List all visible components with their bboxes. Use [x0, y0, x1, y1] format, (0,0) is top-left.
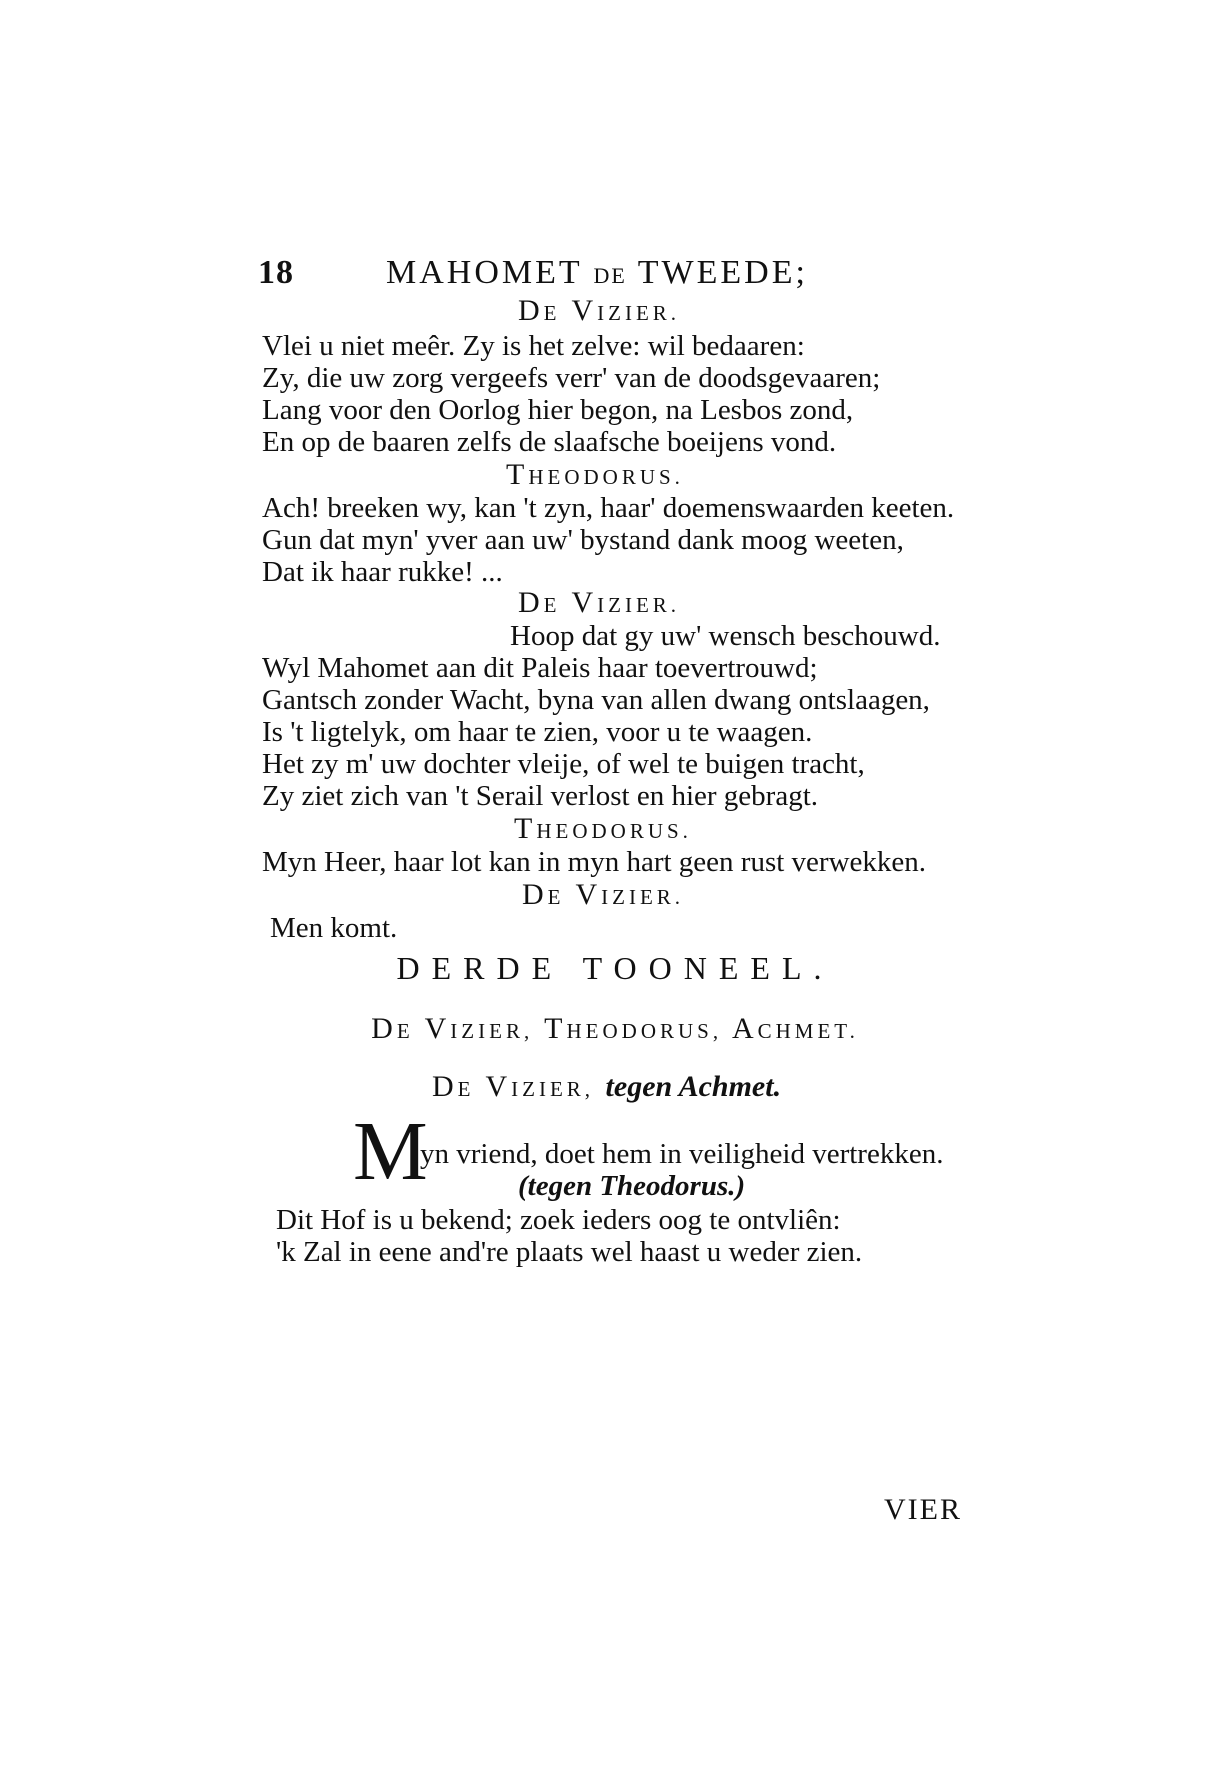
speaker-heading	[518, 586, 680, 620]
verse-line: Gantsch zonder Wacht, byna van allen dwang ontslaagen,	[262, 684, 930, 716]
speaker-smallcaps: E	[457, 1077, 475, 1101]
running-title-part: TWEEDE;	[637, 254, 808, 291]
speaker-smallcaps: HEODORUS.	[528, 465, 684, 489]
speaker-smallcaps: IZIER,	[511, 1077, 595, 1101]
speaker-initial: D	[518, 294, 544, 327]
scene-title: DERDE TOONEEL.	[396, 950, 834, 986]
cast-smallcaps: HEODORUS,	[566, 1019, 723, 1043]
cast-initial: T	[544, 1012, 567, 1045]
verse-line: En op de baaren zelfs de slaafsche boeijens vond.	[262, 426, 837, 458]
verse-line: yn vriend, doet hem in veiligheid vertrekken.	[420, 1138, 944, 1170]
stage-direction: (tegen Theodorus.)	[518, 1170, 746, 1202]
cast-smallcaps: E	[396, 1019, 414, 1043]
verse-line: Zy, die uw zorg vergeefs verr' van de doodsgevaaren;	[262, 362, 881, 394]
speaker-heading	[514, 812, 692, 846]
running-title	[386, 254, 808, 292]
speaker-initial: V	[485, 1070, 512, 1103]
verse-line: Lang voor den Oorlog hier begon, na Lesbos zond,	[262, 394, 854, 426]
page-number: 18	[258, 254, 294, 291]
cast-initial: D	[371, 1012, 397, 1045]
cast-smallcaps: CHMET.	[757, 1019, 859, 1043]
verse-line: Wyl Mahomet aan dit Paleis haar toevertrouwd;	[262, 652, 818, 684]
speaker-smallcaps: IZIER.	[601, 885, 685, 909]
speaker-initial: T	[514, 812, 537, 845]
speaker-smallcaps: IZIER.	[597, 301, 681, 325]
catchword: VIER	[884, 1493, 962, 1526]
verse-line: Ach! breeken wy, kan 't zyn, haar' doemenswaarden keeten.	[262, 492, 955, 524]
verse-line: Myn Heer, haar lot kan in myn hart geen rust verwekken.	[262, 846, 927, 878]
cast-smallcaps: IZIER,	[450, 1019, 534, 1043]
speaker-initial: T	[506, 458, 529, 491]
verse-line: Men komt.	[270, 912, 398, 944]
verse-line: Hoop dat gy uw' wensch beschouwd.	[510, 620, 941, 652]
stage-direction: tegen Achmet.	[605, 1070, 782, 1103]
speaker-heading	[432, 1070, 781, 1104]
speaker-smallcaps: HEODORUS.	[536, 819, 692, 843]
running-title-part: MAHOMET	[386, 254, 583, 291]
verse-line: Vlei u niet meêr. Zy is het zelve: wil bedaaren:	[262, 330, 805, 362]
speaker-initial: D	[522, 878, 548, 911]
speaker-smallcaps: IZIER.	[597, 593, 681, 617]
speaker-initial: D	[432, 1070, 458, 1103]
cast-initial: A	[731, 1012, 758, 1045]
drop-capital: M	[353, 1105, 428, 1198]
verse-line: 'k Zal in eene and're plaats wel haast u weder zien.	[276, 1236, 863, 1268]
verse-line: Zy ziet zich van 't Serail verlost en hier gebragt.	[262, 780, 819, 812]
speaker-smallcaps: E	[547, 885, 565, 909]
verse-line: Dit Hof is u bekend; zoek ieders oog te ontvliên:	[276, 1204, 841, 1236]
verse-line: Gun dat myn' yver aan uw' bystand dank moog weeten,	[262, 524, 904, 556]
verse-line: Dat ik haar rukke! ...	[262, 556, 503, 588]
running-header	[258, 254, 878, 294]
speaker-smallcaps: E	[543, 593, 561, 617]
cast-initial: V	[424, 1012, 451, 1045]
verse-line: Het zy m' uw dochter vleije, of wel te buigen tracht,	[262, 748, 865, 780]
running-title-part: DE	[593, 263, 627, 288]
speaker-initial: D	[518, 586, 544, 619]
speaker-initial: V	[571, 586, 598, 619]
speaker-initial: V	[571, 294, 598, 327]
speaker-heading	[522, 878, 684, 912]
verse-line: Is 't ligtelyk, om haar te zien, voor u te waagen.	[262, 716, 813, 748]
scene-cast-list	[0, 1012, 1230, 1046]
speaker-smallcaps: E	[543, 301, 561, 325]
speaker-heading	[518, 294, 680, 328]
speaker-heading	[506, 458, 684, 492]
speaker-initial: V	[575, 878, 602, 911]
